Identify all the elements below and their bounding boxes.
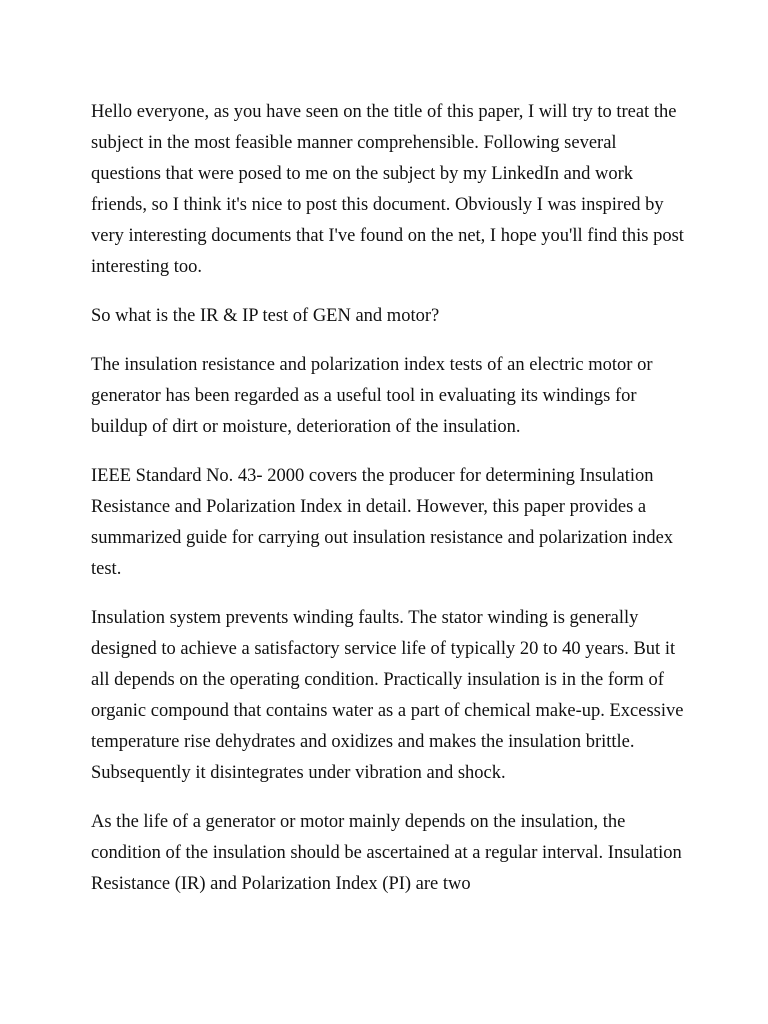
paragraph-ieee-standard: IEEE Standard No. 43- 2000 covers the producer for determining Insulation Resistance and Polarization Index in detail. However, this paper provides a summarized guide for carrying out insulation resistance and polarization index test. <box>91 466 674 579</box>
paragraph-definition: The insulation resistance and polarization index tests of an electric motor or generator has been regarded as a useful tool in evaluating its windings for buildup of dirt or moisture, deterioration of the insulation. <box>91 355 653 437</box>
paragraph-insulation-life: As the life of a generator or motor mainly depends on the insulation, the condition of the insulation should be ascertained at a regular interval. Insulation Resistance (IR) and Polarization Index (PI) are two <box>91 812 682 894</box>
paragraph-question: So what is the IR & IP test of GEN and motor? <box>91 306 440 326</box>
paragraph-insulation-system: Insulation system prevents winding faults. The stator winding is generally designed to achieve a satisfactory service life of typically 20 to 40 years. But it all depends on the operating condition. Practically insulation is in the form of organic compound that contains water as a part of chemical make-up. Excessive temperature rise dehydrates and oxidizes and makes the insulation brittle. Subsequently it disintegrates under vibration and shock. <box>91 608 684 783</box>
paragraph-intro: Hello everyone, as you have seen on the title of this paper, I will try to treat the subject in the most feasible manner comprehensible. Following several questions that were posed to me on the subject by my LinkedIn and work friends, so I think it's nice to post this document. Obviously I was inspired by very interesting documents that I've found on the net, I hope you'll find this post interesting too. <box>91 102 684 277</box>
